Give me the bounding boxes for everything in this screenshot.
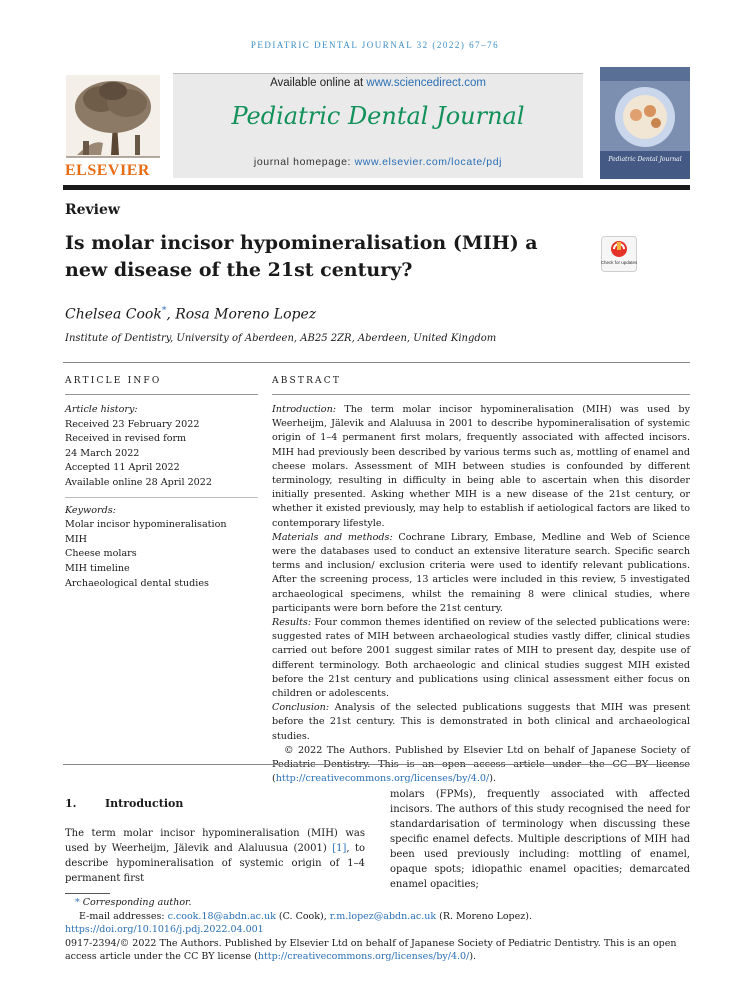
corresponding-note	[65, 896, 690, 910]
article-section-type: Review	[65, 202, 120, 218]
author-separator: ,	[166, 306, 176, 323]
introduction-column-right: molars (FPMs), frequently associated with affected incisors. The authors of this study recognised the need for standardarisation of terminology when discussing these specific enamel defects. Multiple descriptions of MIH had been used previously including: mottling of enamel, opaque spots; idiopathic enamel opacities; demarcated enamel opacities;	[390, 789, 690, 890]
keywords-rule	[65, 497, 258, 498]
abstract-intro-text: The term molar incisor hypomineralisation (MIH) was used by Weerheijm, Jälevik and Alaluusa in 2001 to describe hypomineralisation of systemic origin of 1–4 permanent first molars, frequently associated with affected incisors. MIH had previously been described by various terms such as, mottling of enamel and cheese molars. Assessment of MIH between studies is confounded by different terminology, resulting in difficulty in being able to ascertain when this disorder initially presented. Asking whether MIH is a new disease of the 21st century, or whether it existed previously, may help to establish if aetiological factors are liked to contemporary lifestyle.	[272, 404, 690, 529]
email-addresses	[65, 910, 690, 924]
author-cook[interactable]: Chelsea Cook	[65, 306, 162, 323]
available-online	[173, 77, 583, 89]
abstract-results	[272, 616, 690, 701]
abstract-conclusion-text: Analysis of the selected publications suggests that MIH was present before the 21st century. This is demonstrated in both clinical and archaeological studies.	[272, 702, 690, 742]
check-updates-icon	[601, 236, 637, 272]
copyright-end: ).	[489, 773, 497, 785]
footnotes	[65, 896, 690, 964]
journal-name: Pediatric Dental Journal	[231, 102, 525, 130]
corresponding-label: Corresponding author.	[82, 897, 192, 908]
reference-link[interactable]: [1]	[332, 843, 347, 854]
check-updates-label: Check for updates	[601, 260, 637, 265]
homepage-link[interactable]: www.elsevier.com/locate/pdj	[354, 156, 503, 168]
history-item: Received in revised form	[65, 433, 187, 445]
abstract-introduction	[272, 403, 690, 531]
abstract-rule	[272, 394, 690, 395]
sciencedirect-link[interactable]: www.sciencedirect.com	[366, 77, 486, 89]
abstract-intro-lead: Introduction:	[272, 404, 336, 415]
footer-license-link[interactable]: http://creativecommons.org/licenses/by/4.0/	[257, 951, 470, 963]
intro-text: The term molar incisor hypomineralisation (MIH) was used by Weerheijm, Jälevik and Alaluusua (2001)	[65, 828, 365, 854]
check-for-updates-badge[interactable]	[601, 236, 637, 272]
divider-rule	[63, 764, 690, 765]
abstract-copyright	[272, 744, 690, 787]
article-info-rule	[65, 394, 258, 395]
doi-link[interactable]: https://doi.org/10.1016/j.pdj.2022.04.001	[65, 924, 264, 936]
history-item: Received 23 February 2022	[65, 418, 200, 430]
email-owner: (C. Cook),	[275, 910, 330, 922]
masthead-rule	[63, 185, 690, 190]
elsevier-wordmark: ELSEVIER	[65, 162, 150, 179]
section-heading: Introduction	[105, 797, 184, 810]
intro-text: , to describe hypomineralisation of systemic origin of 1–4 permanent first	[65, 843, 365, 884]
abstract-conclusion	[272, 701, 690, 744]
history-item: 24 March 2022	[65, 447, 140, 459]
divider-rule	[63, 362, 690, 363]
abstract-body	[272, 403, 690, 786]
keywords-label: Keywords:	[65, 504, 116, 516]
email-owner: (R. Moreno Lopez).	[436, 910, 532, 922]
author-list	[65, 306, 316, 323]
introduction-column-left	[65, 826, 365, 886]
section-number: 1.	[65, 797, 77, 810]
available-prefix: Available online at	[270, 77, 367, 89]
journal-cover-image	[600, 67, 690, 179]
abstract-conclusion-lead: Conclusion:	[272, 702, 330, 714]
journal-title-box	[173, 73, 583, 178]
keyword: MIH timeline	[65, 562, 130, 574]
article-title: Is molar incisor hypomineralisation (MIH) a new disease of the 21st century?	[65, 232, 538, 281]
keyword: Archaeological dental studies	[65, 577, 209, 589]
affiliation: Institute of Dentistry, University of Aberdeen, AB25 2ZR, Aberdeen, United Kingdom	[65, 333, 497, 344]
abstract-results-lead: Results:	[272, 617, 312, 629]
copyright-text: © 2022 The Authors. Published by Elsevier Ltd on behalf of Japanese Society of (	[272, 744, 690, 785]
email-prefix: E-mail addresses:	[79, 910, 168, 922]
journal-homepage	[173, 156, 583, 168]
article-info-label: ARTICLE INFO	[65, 376, 162, 386]
email-link-lopez[interactable]: r.m.lopez@abdn.ac.uk	[329, 910, 437, 922]
journal-masthead	[63, 73, 690, 185]
keyword: Molar incisor hypomineralisation	[65, 519, 227, 531]
author-moreno-lopez[interactable]: Rosa Moreno Lopez	[175, 306, 317, 323]
corresponding-author-mark[interactable]: *	[161, 306, 167, 316]
footnote-rule	[65, 893, 110, 894]
running-head: PEDIATRIC DENTAL JOURNAL 32 (2022) 67–76	[250, 40, 500, 50]
license-end: ).	[469, 951, 477, 963]
history-item: Accepted 11 April 2022	[65, 462, 180, 474]
abstract-label: ABSTRACT	[272, 376, 342, 386]
abstract-results-text: Four common themes identified on review of the selected publications were: suggested rates of MIH between archaeological studies vastly differ, clinical studies carried out before 2001 suggest similar rates of MIH to present day, despite use of different terminology. Both archaeologic and clinical studies suggest MIH existed before the 21st century and publications using clinical assessment either focus on children or adolescents.	[272, 617, 690, 700]
cover-title: Pediatric Dental Journal	[608, 156, 682, 163]
homepage-prefix: journal homepage:	[253, 156, 355, 168]
license-note	[65, 937, 690, 964]
corresponding-mark: *	[75, 897, 80, 908]
license-text: 0917-2394/© 2022 The Authors. Published by Elsevier Ltd on behalf of Japanese Society of Pediatric Dentistry. This is an open access article under the CC BY license (	[65, 937, 677, 963]
abstract-methods-lead: Materials and methods:	[272, 531, 393, 543]
abstract-methods	[272, 531, 690, 616]
history-item: Available online 28 April 2022	[65, 476, 212, 488]
email-link-cook[interactable]: c.cook.18@abdn.ac.uk	[167, 910, 276, 922]
keyword: Cheese molars	[65, 548, 137, 560]
license-link[interactable]: http://creativecommons.org/licenses/by/4.0/	[275, 773, 490, 785]
history-label: Article history:	[65, 404, 138, 415]
keyword: MIH	[65, 533, 87, 545]
introduction-heading	[65, 797, 183, 810]
abstract-methods-text: Cochrane Library, Embase, Medline and Web of Science were the databases used to conduct an extensive literature search. Specific search terms and inclusion/ exclusion criteria were used to identify relevant publications. After the screening process, 13 articles were included in this review, 5 investigated archaeological specimens, whilst the remaining 8 were clinical studies, where participants were born before the 21st century.	[272, 531, 690, 614]
